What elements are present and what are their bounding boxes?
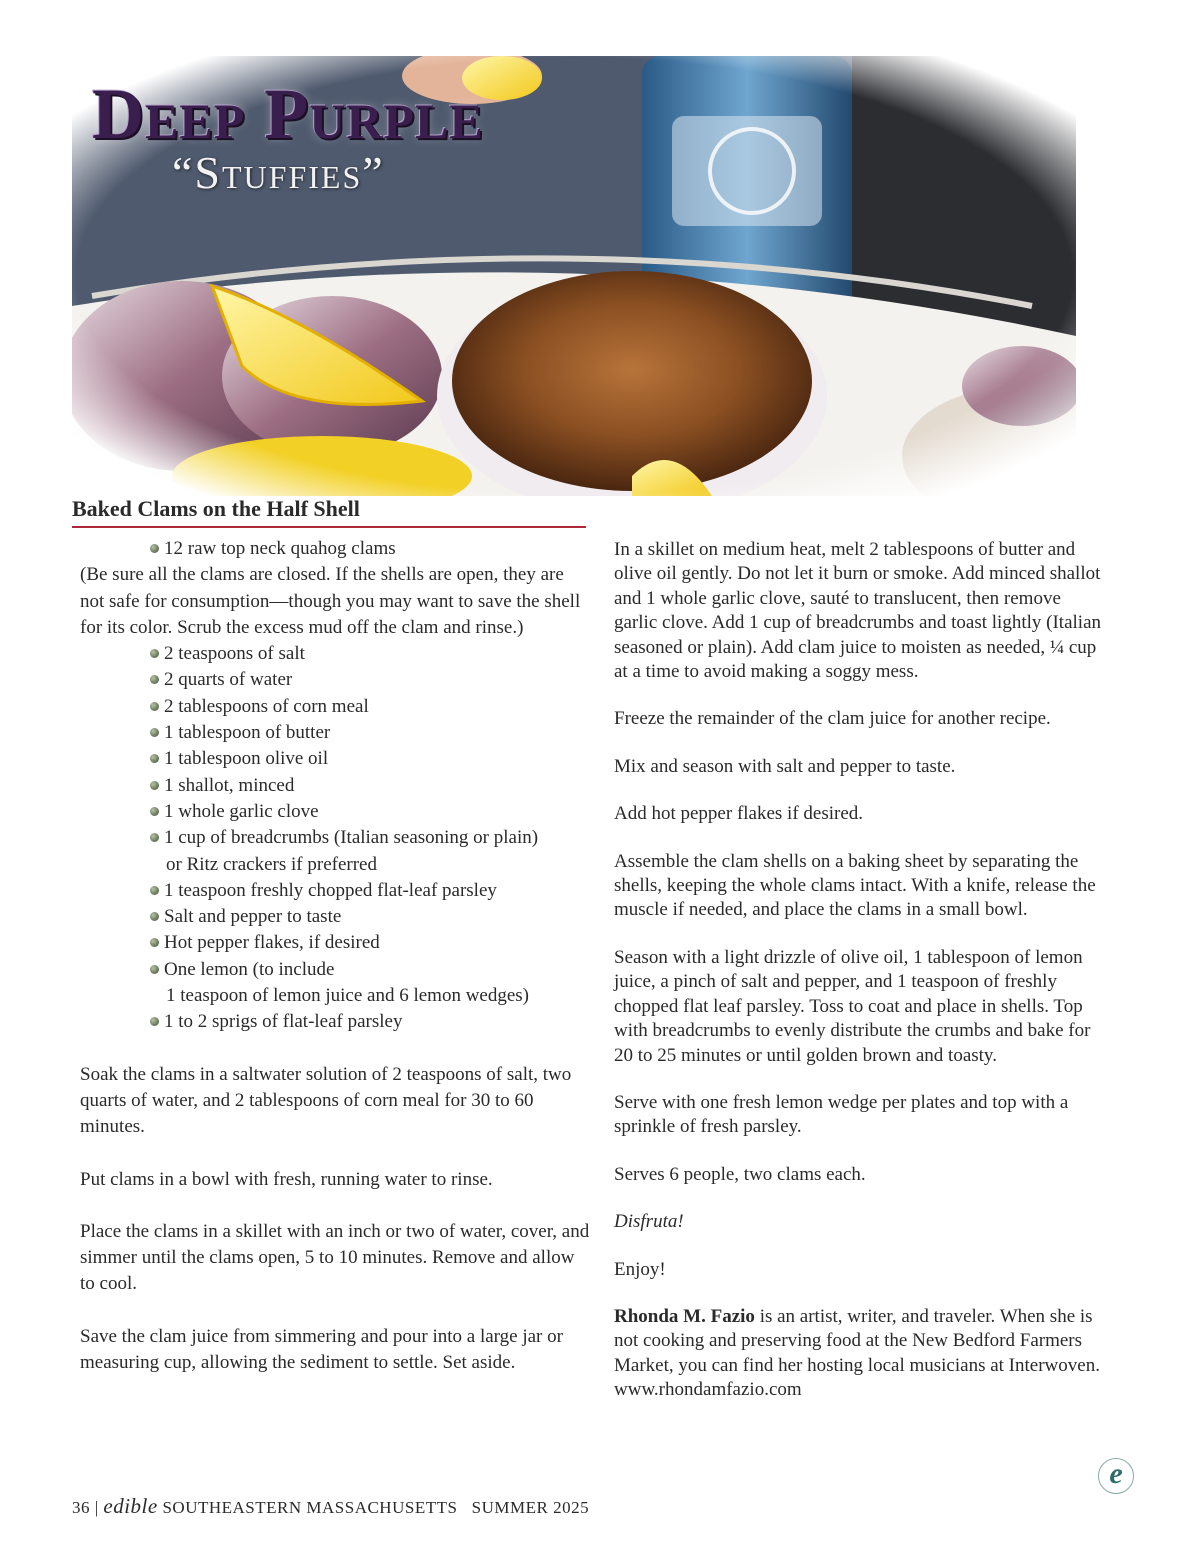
ingredient-text: 1 teaspoon freshly chopped flat-leaf parsley — [164, 879, 497, 901]
ingredient-text: 1 whole garlic clove — [164, 800, 319, 822]
ingredient-item — [150, 746, 590, 772]
left-column — [80, 536, 590, 1376]
ingredient-text: 1 cup of breadcrumbs (Italian seasoning or plain) — [164, 827, 539, 849]
magazine-issue: SUMMER 2025 — [471, 1498, 590, 1517]
bullet-icon — [150, 807, 159, 816]
ingredient-item — [150, 904, 590, 930]
ingredient-item — [150, 799, 590, 825]
ingredient-item — [150, 930, 590, 956]
bullet-icon — [150, 1017, 159, 1026]
magazine-brand: edible — [103, 1494, 158, 1518]
sign-off: Enjoy! — [614, 1258, 666, 1280]
ingredient-item — [150, 773, 590, 799]
bullet-icon — [150, 912, 159, 921]
instruction-step: Freeze the remainder of the clam juice for another recipe. — [614, 708, 1051, 730]
bullet-icon — [150, 886, 159, 895]
instruction-step: Serve with one fresh lemon wedge per plates and top with a sprinkle of fresh parsley. — [614, 1091, 1069, 1138]
bullet-icon — [150, 781, 159, 790]
bullet-icon — [150, 833, 159, 842]
bullet-icon — [150, 675, 159, 684]
instruction-step: Put clams in a bowl with fresh, running water to rinse. — [80, 1168, 493, 1190]
bullet-icon — [150, 754, 159, 763]
ingredient-text: 12 raw top neck quahog clams — [164, 538, 396, 559]
instruction-step: In a skillet on medium heat, melt 2 tablespoons of butter and olive oil gently. Do not let it burn or smoke. Add minced shallot and 1 whole garlic clove, sauté to translucent, then remove garlic clove. Add 1 cup of breadcrumbs and toast lightly (Italian seasoned or plain). Add clam juice to moisten as needed, ¼ cup at a time to avoid making a soggy mess. — [614, 539, 1101, 683]
recipe-heading: Baked Clams on the Half Shell — [72, 496, 586, 528]
ingredient-item — [150, 1009, 590, 1035]
ingredient-item — [150, 825, 590, 851]
sign-off-spanish: Disfruta! — [614, 1211, 684, 1233]
ingredient-text: 1 to 2 sprigs of flat-leaf parsley — [164, 1011, 403, 1033]
ingredient-item — [150, 536, 590, 562]
ingredient-item — [150, 694, 590, 720]
bullet-icon — [150, 728, 159, 737]
bullet-icon — [150, 702, 159, 711]
ingredient-text: 2 teaspoons of salt — [164, 643, 305, 665]
ingredient-text: 1 tablespoon of butter — [164, 722, 331, 744]
ingredient-item — [150, 957, 590, 983]
right-column — [614, 538, 1104, 1403]
article-title: Deep Purple — [92, 74, 484, 154]
ingredient-continuation: or Ritz crackers if preferred — [166, 853, 377, 875]
ingredient-item — [150, 667, 590, 693]
instruction-step: Serves 6 people, two clams each. — [614, 1163, 866, 1185]
bullet-icon — [150, 938, 159, 947]
instruction-step: Add hot pepper flakes if desired. — [614, 803, 864, 825]
edible-logo-icon: e — [1098, 1458, 1134, 1494]
ingredient-item — [150, 641, 590, 667]
ingredient-text: 1 shallot, minced — [164, 774, 295, 796]
ingredient-item — [150, 878, 590, 904]
ingredient-text: Hot pepper flakes, if desired — [164, 932, 380, 954]
instruction-step: Soak the clams in a saltwater solution of 2 teaspoons of salt, two quarts of water, and 2 tablespoons of corn meal for 30 to 60 minutes. — [80, 1063, 572, 1138]
bullet-icon — [150, 544, 159, 553]
article-subtitle: “Stuffies” — [172, 147, 385, 198]
page-footer — [72, 1494, 589, 1519]
bullet-icon — [150, 649, 159, 658]
instruction-step: Mix and season with salt and pepper to taste. — [614, 755, 956, 777]
ingredient-continuation: 1 teaspoon of lemon juice and 6 lemon wedges) — [166, 985, 530, 1007]
bullet-icon — [150, 965, 159, 974]
author-bio — [614, 1305, 1104, 1403]
instruction-step: Save the clam juice from simmering and pour into a large jar or measuring cup, allowing the sediment to settle. Set aside. — [80, 1325, 563, 1374]
author-bio-text: is an artist, writer, and traveler. When she is not cooking and preserving food at the New Bedford Farmers Market, you can find her hosting local musicians at Interwoven. www.rhondamfazio.com — [614, 1305, 1100, 1401]
footer-separator: | — [94, 1498, 99, 1517]
ingredient-text: 1 tablespoon olive oil — [164, 748, 329, 770]
ingredient-text: One lemon (to include — [164, 958, 335, 980]
page-number: 36 — [72, 1498, 90, 1517]
instruction-step: Place the clams in a skillet with an inch or two of water, cover, and simmer until the clams open, 5 to 10 minutes. Remove and allow to cool. — [80, 1220, 590, 1295]
clam-note: (Be sure all the clams are closed. If the shells are open, they are not safe for consumption—though you may want to save the shell for its color. Scrub the excess mud off the clam and rinse.) — [80, 564, 581, 638]
ingredient-text: 2 tablespoons of corn meal — [164, 695, 369, 717]
ingredient-item — [150, 720, 590, 746]
ingredient-text: 2 quarts of water — [164, 669, 293, 691]
magazine-region: SOUTHEASTERN MASSACHUSETTS — [162, 1498, 458, 1517]
author-name: Rhonda M. Fazio — [614, 1305, 755, 1327]
instruction-step: Assemble the clam shells on a baking sheet by separating the shells, keeping the whole clams intact. With a knife, release the muscle if needed, and place the clams in a small bowl. — [614, 850, 1096, 921]
ingredient-text: Salt and pepper to taste — [164, 906, 342, 928]
instruction-step: Season with a light drizzle of olive oil, 1 tablespoon of lemon juice, a pinch of salt and pepper, and 1 teaspoon of freshly chopped flat leaf parsley. Toss to coat and place in shells. Top with breadcrumbs to evenly distribute the crumbs and bake for 20 to 25 minutes or until golden brown and toasty. — [614, 946, 1091, 1066]
